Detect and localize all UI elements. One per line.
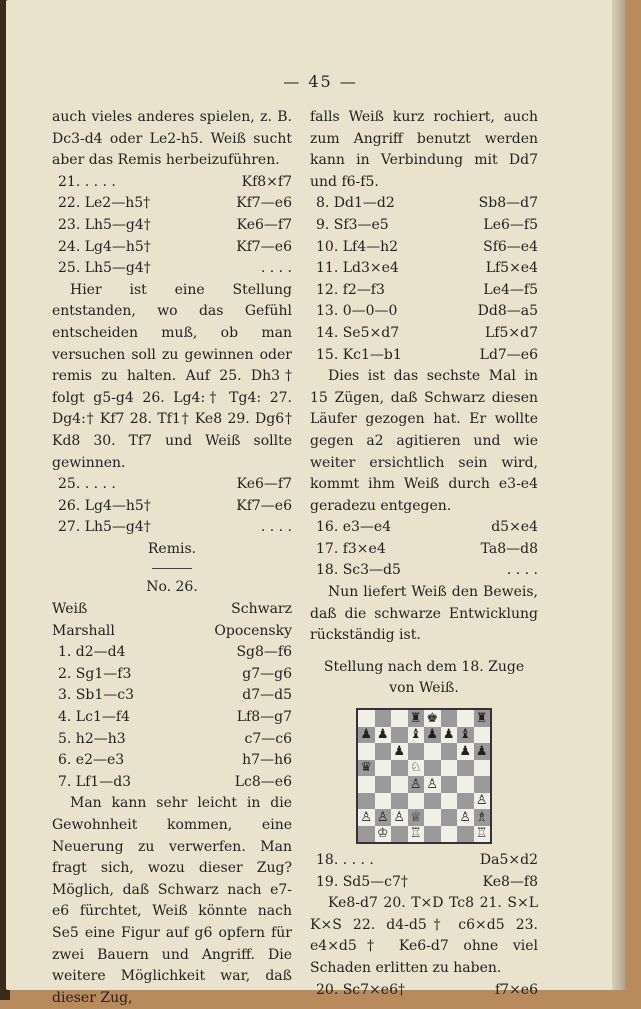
board-square <box>358 776 375 793</box>
board-square <box>441 809 458 826</box>
move-row <box>52 517 292 539</box>
white-move: 25. . . . . <box>58 476 116 493</box>
board-square <box>408 793 425 810</box>
board-square <box>375 760 392 777</box>
black-move: Sg8—f6 <box>236 644 292 661</box>
board-square <box>424 809 441 826</box>
diagram-caption: Stellung nach dem 18. Zuge von Weiß. <box>323 658 525 697</box>
board-square <box>457 760 474 777</box>
white-move: 7. Lf1—d3 <box>58 773 132 790</box>
board-square <box>457 776 474 793</box>
board-square: ♟ <box>375 727 392 744</box>
board-square <box>474 776 491 793</box>
black-move: f7×e6 <box>494 981 538 998</box>
move-row <box>310 980 538 1002</box>
board-square: ♖ <box>408 826 425 843</box>
board-square: ♟ <box>358 727 375 744</box>
move-row <box>52 707 292 729</box>
board-square <box>474 727 491 744</box>
board-square <box>441 743 458 760</box>
black-move: Le6—f5 <box>483 216 538 233</box>
white-move: 3. Sb1—c3 <box>58 687 135 704</box>
board-square <box>391 793 408 810</box>
board-square <box>358 743 375 760</box>
black-move: Ke6—f7 <box>236 476 292 493</box>
black-move: Lf5×e4 <box>485 260 538 277</box>
move-row <box>310 517 538 539</box>
board-square: ♟ <box>424 727 441 744</box>
black-move: Kf7—e6 <box>236 497 292 514</box>
board-square: ♟ <box>441 727 458 744</box>
board-square <box>375 743 392 760</box>
board-square: ♘ <box>408 760 425 777</box>
black-move: d5×e4 <box>491 519 538 536</box>
board-square: ♟ <box>391 743 408 760</box>
black-move: c7—c6 <box>244 730 292 747</box>
board-square: ♙ <box>408 776 425 793</box>
board-square <box>441 760 458 777</box>
board-square <box>441 793 458 810</box>
move-row <box>310 850 538 872</box>
move-row <box>310 258 538 280</box>
move-row <box>52 258 292 280</box>
white-move: 25. Lh5—g4† <box>58 260 151 277</box>
move-row <box>52 685 292 707</box>
right-column <box>310 107 538 1001</box>
board-square <box>358 710 375 727</box>
board-square <box>391 727 408 744</box>
move-row <box>310 193 538 215</box>
white-move: 4. Lc1—f4 <box>58 709 130 726</box>
black-label: Schwarz <box>231 601 292 618</box>
white-move: 16. e3—e4 <box>316 519 392 536</box>
board-square: ♚ <box>424 710 441 727</box>
board-square: ♕ <box>408 809 425 826</box>
black-move: Da5×d2 <box>479 852 538 869</box>
paragraph: Dies ist das sechste Mal in 15 Zügen, daß Schwarz diesen Läufer gezogen hat. Er wollte gegen a2 agitieren und wie weiter ersichtlich sein wird, kommt ihm Weiß durch e3-e4 geradezu entgegen. <box>310 368 538 514</box>
board-square <box>391 710 408 727</box>
color-labels <box>52 599 292 621</box>
board-square: ♝ <box>408 727 425 744</box>
board-square <box>375 776 392 793</box>
board-square: ♝ <box>457 727 474 744</box>
board-square: ♔ <box>375 826 392 843</box>
move-row <box>310 872 538 894</box>
white-move: 24. Lg4—h5† <box>58 238 151 255</box>
move-row <box>52 215 292 237</box>
board-square <box>441 826 458 843</box>
move-row <box>52 172 292 194</box>
move-list <box>310 850 538 893</box>
page-number: — 45 — <box>283 72 358 91</box>
board-square: ♙ <box>358 809 375 826</box>
black-move: d7—d5 <box>242 687 292 704</box>
board-square: ♙ <box>424 776 441 793</box>
move-list <box>310 980 538 1002</box>
move-row <box>310 345 538 367</box>
board-square: ♙ <box>391 809 408 826</box>
black-move: Sb8—d7 <box>478 195 538 212</box>
board-square: ♟ <box>457 743 474 760</box>
white-move: 11. Ld3×e4 <box>316 260 399 277</box>
board-square <box>474 760 491 777</box>
board-square <box>391 776 408 793</box>
board-square: ♙ <box>457 809 474 826</box>
black-move: g7—g6 <box>242 665 292 682</box>
white-move: 13. 0—0—0 <box>316 303 398 320</box>
move-row <box>310 323 538 345</box>
chess-diagram <box>356 708 492 844</box>
white-move: 5. h2—h3 <box>58 730 126 747</box>
board-square <box>457 793 474 810</box>
move-row <box>310 237 538 259</box>
board-square <box>457 710 474 727</box>
white-move: 14. Se5×d7 <box>316 324 400 341</box>
black-move: Kf7—e6 <box>236 238 292 255</box>
board-square <box>391 826 408 843</box>
move-row <box>52 237 292 259</box>
white-move: 21. . . . . <box>58 173 116 190</box>
white-move: 12. f2—f3 <box>316 281 385 298</box>
move-row <box>52 193 292 215</box>
white-move: 17. f3×e4 <box>316 540 386 557</box>
move-list <box>310 193 538 366</box>
board-square: ♜ <box>408 710 425 727</box>
move-row <box>52 729 292 751</box>
move-row <box>52 496 292 518</box>
black-move: Ld7—e6 <box>479 346 538 363</box>
board-square: ♟ <box>474 743 491 760</box>
black-move: Ta8—d8 <box>480 540 538 557</box>
black-move: Kf7—e6 <box>236 195 292 212</box>
white-move: 19. Sd5—c7† <box>316 873 408 890</box>
paragraph: auch vieles anderes spielen, z. B. Dc3-d4 oder Le2-h5. Weiß sucht aber das Remis herbeizuführen. <box>52 109 292 169</box>
black-move: Ke6—f7 <box>236 216 292 233</box>
board-square <box>391 760 408 777</box>
black-move: . . . . <box>260 260 292 277</box>
paragraph: falls Weiß kurz rochiert, auch zum Angriff benutzt werden kann in Verbindung mit Dd7 und f6-f5. <box>310 109 538 190</box>
board-square <box>441 710 458 727</box>
black-move: Lc8—e6 <box>234 773 292 790</box>
move-row <box>310 301 538 323</box>
divider <box>152 568 192 569</box>
white-move: 10. Lf4—h2 <box>316 238 399 255</box>
white-move: 2. Sg1—f3 <box>58 665 132 682</box>
black-player: Opocensky <box>214 622 292 639</box>
white-move: 15. Kc1—b1 <box>316 346 402 363</box>
player-names <box>52 621 292 643</box>
move-row <box>52 772 292 794</box>
white-move: 20. Sc7×e6† <box>316 981 405 998</box>
left-column <box>52 107 292 1009</box>
move-list <box>310 517 538 582</box>
black-move: Le4—f5 <box>483 281 538 298</box>
move-row <box>52 642 292 664</box>
black-move: Ke8—f8 <box>482 873 538 890</box>
white-move: 6. e2—e3 <box>58 752 125 769</box>
move-row <box>52 750 292 772</box>
move-row <box>310 215 538 237</box>
move-row <box>310 539 538 561</box>
black-move: Dd8—a5 <box>477 303 538 320</box>
board-square <box>408 743 425 760</box>
board-square: ♙ <box>375 809 392 826</box>
board-square <box>441 776 458 793</box>
white-move: 8. Dd1—d2 <box>316 195 395 212</box>
black-move: . . . . <box>260 519 292 536</box>
board-square <box>375 710 392 727</box>
paragraph: Hier ist eine Stellung entstanden, wo das Gefühl entscheiden muß, ob man versuchen soll zu gewinnen oder remis zu halten. Auf 25. Dh3† folgt g5-g4 26. Lg4:† Tg4: 27. Dg4:† Kf7 28. Tf1† Ke8 29. Dg6† Kd8 30. Tf7 und Weiß sollte gewinnen. <box>52 281 292 471</box>
board-square <box>457 826 474 843</box>
black-move: Sf6—e4 <box>483 238 538 255</box>
black-move: Lf5×d7 <box>485 324 538 341</box>
paragraph: Man kann sehr leicht in die Gewohnheit kommen, eine Neuerung zu verwerfen. Man fragt sich, wozu dieser Zug? Möglich, daß Schwarz nach e7-e6 fürchtet, Weiß könnte nach Se5 eine Figur auf g6 opfern für zwei Bauern und Angriff. Die weitere Möglichkeit war, daß dieser Zug, <box>52 795 292 1006</box>
board-square: ♜ <box>474 710 491 727</box>
board-square: ♗ <box>474 809 491 826</box>
move-row <box>310 560 538 582</box>
black-move: Kf8×f7 <box>241 173 292 190</box>
board-square <box>358 793 375 810</box>
white-move: 23. Lh5—g4† <box>58 216 151 233</box>
paragraph: Ke8-d7 20. T×D Tc8 21. S×L K×S 22. d4-d5† c6×d5 23. e4×d5† Ke6-d7 ohne viel Schaden erlitten zu haben. <box>310 895 538 976</box>
board-square <box>424 826 441 843</box>
board-square: ♙ <box>474 793 491 810</box>
black-move: Lf8—g7 <box>236 709 292 726</box>
white-player: Marshall <box>52 622 115 639</box>
paragraph: Nun liefert Weiß den Beweis, daß die schwarze Entwicklung rückständig ist. <box>310 584 538 644</box>
white-move: 1. d2—d4 <box>58 644 126 661</box>
board-square <box>424 760 441 777</box>
white-move: 9. Sf3—e5 <box>316 216 389 233</box>
board-square: ♛ <box>358 760 375 777</box>
page-edge <box>612 0 626 990</box>
board-square: ♖ <box>474 826 491 843</box>
white-move: 22. Le2—h5† <box>58 195 151 212</box>
white-move: 26. Lg4—h5† <box>58 497 151 514</box>
white-label: Weiß <box>52 601 88 618</box>
board-square <box>375 793 392 810</box>
black-move: . . . . <box>506 562 538 579</box>
move-row <box>52 474 292 496</box>
board-square <box>358 826 375 843</box>
black-move: h7—h6 <box>242 752 292 769</box>
white-move: 18. Sc3—d5 <box>316 562 401 579</box>
move-row <box>310 280 538 302</box>
move-list <box>52 172 292 280</box>
move-list <box>52 642 292 793</box>
white-move: 27. Lh5—g4† <box>58 519 151 536</box>
board-square <box>424 793 441 810</box>
game-number: No. 26. <box>146 579 198 596</box>
board-square <box>424 743 441 760</box>
white-move: 18. . . . . <box>316 852 374 869</box>
move-list <box>52 474 292 539</box>
result-remis: Remis. <box>147 540 197 557</box>
move-row <box>52 664 292 686</box>
